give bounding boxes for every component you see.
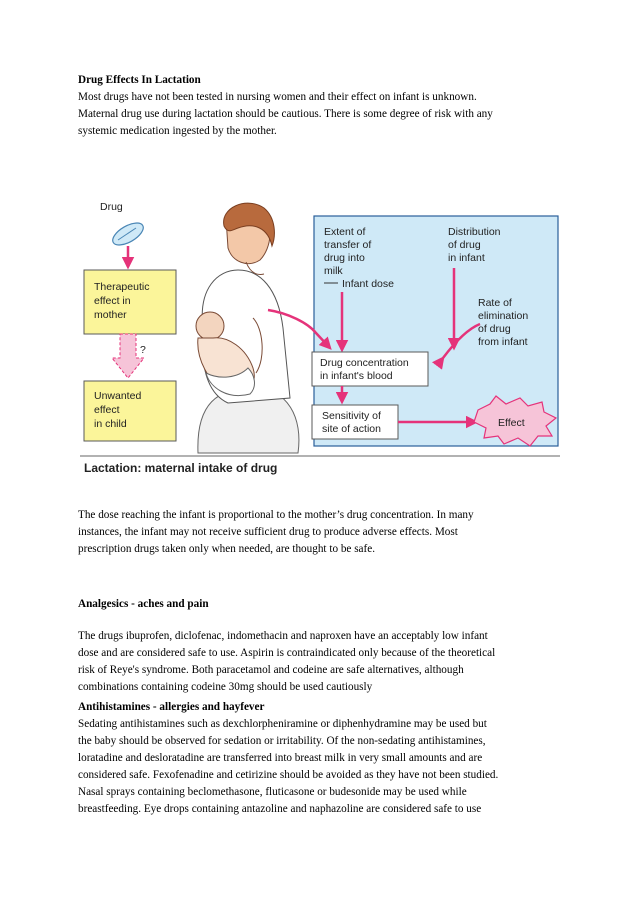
extent-line: transfer of: [324, 239, 372, 251]
section-drug-effects: [78, 72, 568, 140]
sensitivity-line: site of action: [322, 423, 381, 435]
concentration-line: Drug concentration: [320, 357, 409, 369]
extent-line: drug into: [324, 252, 365, 264]
unwanted-line: in child: [94, 418, 127, 430]
unwanted-line: effect: [94, 404, 120, 416]
lactation-figure: [78, 188, 562, 478]
section-analgesics: [78, 596, 568, 696]
heading-antihistamines: Antihistamines - allergies and hayfever: [78, 701, 265, 713]
text-line: instances, the infant may not receive sufficient drug to produce adverse effects. Most: [78, 526, 458, 538]
elimination-line: elimination: [478, 310, 529, 322]
infant-dose-label: Infant dose: [342, 278, 394, 290]
figure-caption: Lactation: maternal intake of drug: [84, 461, 278, 475]
text-line: The drugs ibuprofen, diclofenac, indomethacin and naproxen have an acceptably low infant: [78, 630, 488, 642]
text-line: breastfeeding. Eye drops containing antazoline and naphazoline are considered safe to use: [78, 803, 482, 815]
distribution-line: Distribution: [448, 226, 501, 238]
text-line: systemic medication ingested by the mother.: [78, 125, 277, 137]
text-line: Nasal sprays containing beclomethasone, fluticasone or budesonide may be used while: [78, 786, 467, 798]
section-dose: [78, 507, 568, 558]
drug-label: Drug: [100, 201, 123, 213]
text-line: considered safe. Fexofenadine and cetirizine should be avoided as they have not been studied.: [78, 769, 499, 781]
section-antihistamines: [78, 699, 568, 818]
text-line: Most drugs have not been tested in nursing women and their effect on infant is unknown.: [78, 91, 477, 103]
lactation-diagram: [78, 188, 562, 478]
text-line: dose and are considered safe to use. Aspirin is contraindicated only because of the theoretical: [78, 647, 496, 659]
effect-label: Effect: [498, 417, 525, 429]
sensitivity-line: Sensitivity of: [322, 410, 381, 422]
text-line: loratadine and desloratadine are transferred into breast milk in very small amounts and are: [78, 752, 483, 764]
text-line: Sedating antihistamines such as dexchlorpheniramine or diphenhydramine may be used but: [78, 718, 487, 730]
pill-icon: [109, 219, 146, 250]
mother-infant-illustration: [196, 203, 299, 453]
therapeutic-line: Therapeutic: [94, 281, 150, 293]
therapeutic-line: effect in: [94, 295, 131, 307]
heading-analgesics: Analgesics - aches and pain: [78, 598, 209, 610]
text-line: The dose reaching the infant is proportional to the mother’s drug concentration. In many: [78, 509, 474, 521]
text-line: prescription drugs taken only when needed, are thought to be safe.: [78, 543, 375, 555]
text-line: the baby should be observed for sedation or irritability. Of the non-sedating antihistamines,: [78, 735, 486, 747]
question-mark: ?: [140, 344, 146, 356]
elimination-line: Rate of: [478, 297, 512, 309]
extent-line: Extent of: [324, 226, 366, 238]
distribution-line: of drug: [448, 239, 481, 251]
unwanted-line: Unwanted: [94, 390, 142, 402]
elimination-line: of drug: [478, 323, 511, 335]
elimination-line: from infant: [478, 336, 528, 348]
text-line: combinations containing codeine 30mg should be used cautiously: [78, 681, 373, 693]
concentration-line: in infant's blood: [320, 370, 393, 382]
therapeutic-line: mother: [94, 309, 127, 321]
extent-line: milk: [324, 265, 343, 277]
distribution-line: in infant: [448, 252, 485, 264]
dashed-arrow: [112, 334, 144, 378]
heading-drug-effects: Drug Effects In Lactation: [78, 74, 201, 86]
text-line: risk of Reye's syndrome. Both paracetamol and codeine are safe alternatives, although: [78, 664, 464, 676]
text-line: Maternal drug use during lactation should be cautious. There is some degree of risk with any: [78, 108, 493, 120]
